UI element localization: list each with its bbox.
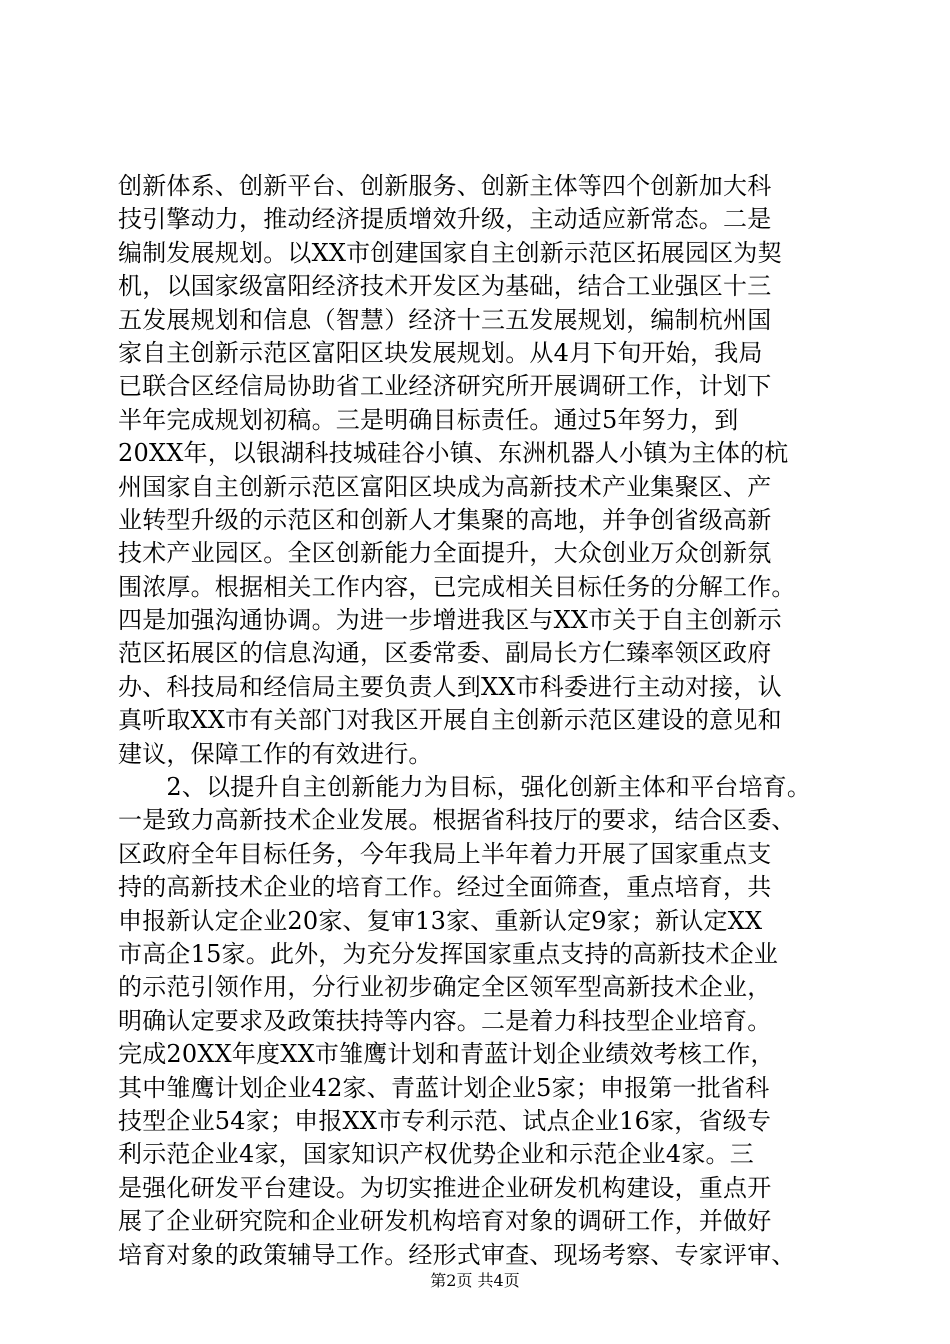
text-line: 五发展规划和信息（智慧）经济十三五发展规划，编制杭州国: [118, 305, 772, 334]
text-line: 市高企15家。此外，为充分发挥国家重点支持的高新技术企业: [118, 939, 779, 968]
text-line: 建议，保障工作的有效进行。: [118, 739, 433, 768]
text-line: 展了企业研究院和企业研发机构培育对象的调研工作，并做好: [118, 1207, 772, 1236]
text-line: 技术产业园区。全区创新能力全面提升，大众创业万众创新氛: [118, 539, 772, 568]
text-line: 创新体系、创新平台、创新服务、创新主体等四个创新加大科: [118, 172, 772, 200]
text-line: 技引擎动力，推动经济提质增效升级，主动适应新常态。二是: [118, 205, 772, 234]
text-line: 已联合区经信局协助省工业经济研究所开展调研工作，计划下: [118, 372, 772, 401]
text-line: 申报新认定企业20家、复审13家、重新认定9家；新认定XX: [118, 906, 763, 935]
text-line: 的示范引领作用，分行业初步确定全区领军型高新技术企业，: [118, 973, 772, 1002]
text-line: 真听取XX市有关部门对我区开展自主创新示范区建设的意见和: [118, 706, 782, 735]
text-line: 培育对象的政策辅导工作。经形式审查、现场考察、专家评审、: [118, 1240, 796, 1269]
page-footer: [0, 1271, 950, 1291]
text-line: 半年完成规划初稿。三是明确目标责任。通过5年努力，到: [118, 405, 739, 434]
page-number-label: 第2页 共4页: [430, 1271, 520, 1290]
text-line: 是强化研发平台建设。为切实推进企业研发机构建设，重点开: [118, 1173, 772, 1202]
text-line: 其中雏鹰计划企业42家、青蓝计划企业5家；申报第一批省科: [118, 1073, 770, 1102]
text-line: 持的高新技术企业的培育工作。经过全面筛查，重点培育，共: [118, 873, 772, 902]
text-line: 20XX年，以银湖科技城硅谷小镇、东洲机器人小镇为主体的杭: [118, 439, 789, 468]
text-line: 州国家自主创新示范区富阳区块成为高新技术产业集聚区、产: [118, 472, 772, 501]
text-line: 明确认定要求及政策扶持等内容。二是着力科技型企业培育。: [118, 1006, 772, 1035]
text-line: 家自主创新示范区富阳区块发展规划。从4月下旬开始，我局: [118, 338, 763, 367]
paragraph-start-line: 2、以提升自主创新能力为目标，强化创新主体和平台培育。: [118, 773, 812, 802]
text-line: 编制发展规划。以XX市创建国家自主创新示范区拓展园区为契: [118, 238, 782, 267]
text-line: 利示范企业4家，国家知识产权优势企业和示范企业4家。三: [118, 1140, 754, 1169]
text-line: 区政府全年目标任务，今年我局上半年着力开展了国家重点支: [118, 839, 772, 868]
text-line: 办、科技局和经信局主要负责人到XX市科委进行主动对接，认: [118, 672, 782, 701]
text-line: 一是致力高新技术企业发展。根据省科技厅的要求，结合区委、: [118, 806, 796, 835]
text-line: 完成20XX年度XX市雏鹰计划和青蓝计划企业绩效考核工作，: [118, 1040, 775, 1069]
text-line: 范区拓展区的信息沟通，区委常委、副局长方仁臻率领区政府: [118, 639, 772, 668]
text-line: 业转型升级的示范区和创新人才集聚的高地，并争创省级高新: [118, 505, 772, 534]
text-line: 四是加强沟通协调。为进一步增进我区与XX市关于自主创新示: [118, 606, 782, 635]
text-line: 围浓厚。根据相关工作内容，已完成相关目标任务的分解工作。: [118, 572, 796, 601]
document-body: [118, 170, 838, 1272]
text-line: 机，以国家级富阳经济技术开发区为基础，结合工业强区十三: [118, 272, 772, 301]
text-line: 技型企业54家；申报XX市专利示范、试点企业16家，省级专: [118, 1106, 772, 1135]
